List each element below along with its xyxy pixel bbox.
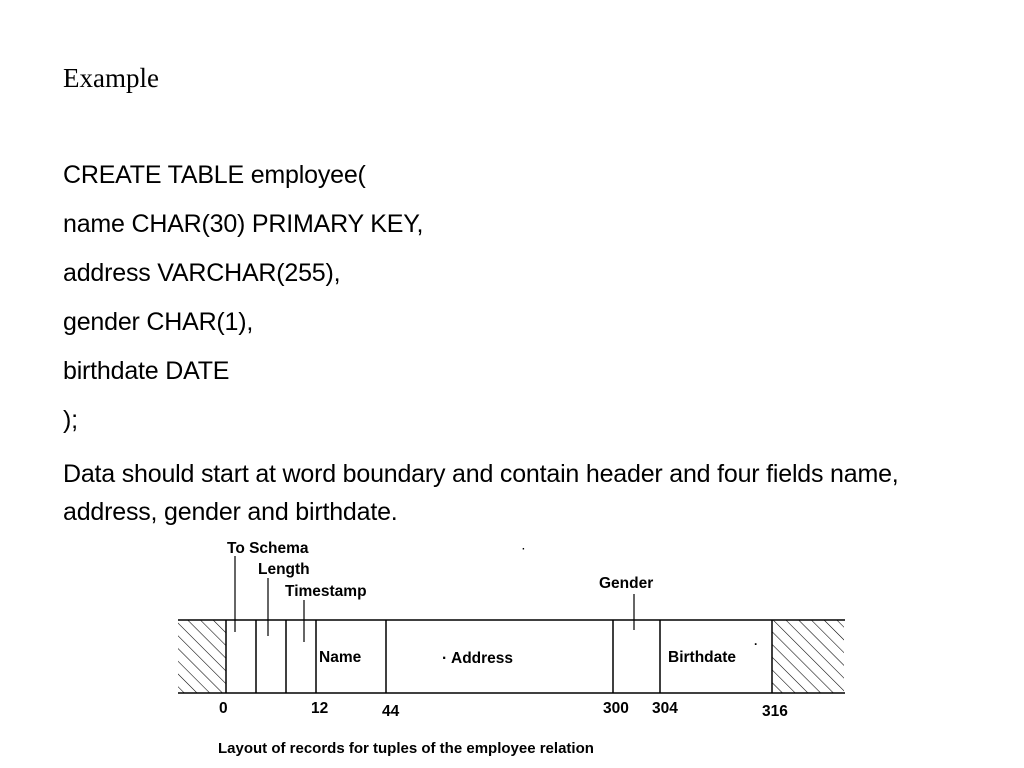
sql-line: gender CHAR(1), (63, 308, 254, 336)
padding-hatch-left (178, 620, 226, 693)
sql-line: CREATE TABLE employee( (63, 161, 366, 189)
name-field-label: Name (319, 649, 362, 666)
slide-title: Example (63, 63, 159, 93)
to-schema-label: To Schema (227, 540, 309, 557)
gender-label: Gender (599, 575, 654, 592)
offset-label: 304 (652, 700, 678, 717)
diagram-caption: Layout of records for tuples of the employee relation (218, 740, 594, 757)
offset-label: 316 (762, 703, 788, 720)
timestamp-label: Timestamp (285, 583, 367, 600)
description-text: Data should start at word boundary and contain header and four fields name, address, gender and birthdate. (63, 460, 899, 526)
offset-label: 300 (603, 700, 629, 717)
stray-dot: · (522, 544, 526, 555)
padding-hatch-right (772, 620, 844, 693)
offset-label: 44 (382, 703, 400, 720)
offset-label: 12 (311, 700, 329, 717)
address-field-label: Address (451, 650, 514, 667)
sql-line: ); (63, 406, 78, 434)
length-label: Length (258, 561, 310, 578)
offset-label: 0 (219, 700, 228, 717)
sql-line: address VARCHAR(255), (63, 259, 341, 287)
birthdate-dot: · (754, 637, 758, 651)
sql-line: birthdate DATE (63, 357, 230, 385)
address-dot: · (442, 650, 448, 667)
sql-line: name CHAR(30) PRIMARY KEY, (63, 210, 424, 238)
birthdate-field-label: Birthdate (668, 649, 737, 666)
